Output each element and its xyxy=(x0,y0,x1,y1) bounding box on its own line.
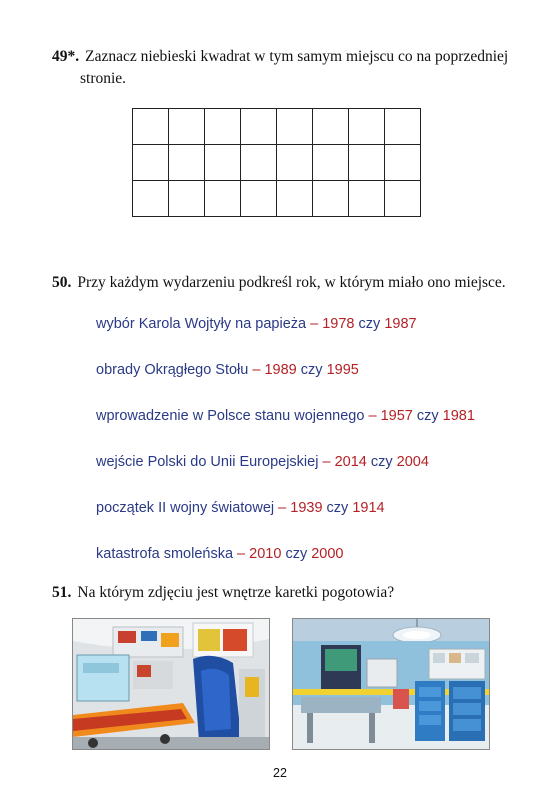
grid-cell[interactable] xyxy=(133,145,169,181)
grid-cell[interactable] xyxy=(349,109,385,145)
or-word: czy xyxy=(326,500,349,516)
grid-cell[interactable] xyxy=(169,109,205,145)
hospital-room-photo[interactable] xyxy=(292,618,490,750)
event-item xyxy=(96,358,536,404)
or-word: czy xyxy=(358,316,381,332)
event-description: obrady Okrągłego Stołu xyxy=(96,362,249,378)
grid-cell[interactable] xyxy=(133,109,169,145)
square-grid xyxy=(132,108,421,217)
year-option[interactable]: 1995 xyxy=(326,362,359,378)
task-number: 50. xyxy=(52,274,72,291)
grid-cell[interactable] xyxy=(205,109,241,145)
grid-cell[interactable] xyxy=(241,145,277,181)
event-dash: – xyxy=(237,546,246,562)
or-word: czy xyxy=(285,546,308,562)
event-item xyxy=(96,312,536,358)
grid-cell[interactable] xyxy=(205,181,241,217)
grid-cell[interactable] xyxy=(349,181,385,217)
grid-cell[interactable] xyxy=(313,181,349,217)
grid-cell[interactable] xyxy=(169,181,205,217)
grid-cell[interactable] xyxy=(277,181,313,217)
event-description: wybór Karola Wojtyły na papieża xyxy=(96,316,307,332)
or-word: czy xyxy=(370,454,393,470)
event-dash: – xyxy=(368,408,377,424)
year-option[interactable]: 2000 xyxy=(311,546,344,562)
year-option[interactable]: 2010 xyxy=(249,546,282,562)
year-option[interactable]: 2004 xyxy=(396,454,429,470)
task-49 xyxy=(52,46,512,90)
event-description: wejście Polski do Unii Europejskiej xyxy=(96,454,319,470)
event-item xyxy=(96,404,536,450)
ambulance-illustration xyxy=(73,619,269,749)
hospital-room-illustration xyxy=(293,619,489,749)
year-option[interactable]: 1914 xyxy=(352,500,385,516)
or-word: czy xyxy=(300,362,323,378)
event-dash: – xyxy=(278,500,287,516)
year-option[interactable]: 1957 xyxy=(380,408,413,424)
grid-cell[interactable] xyxy=(385,181,421,217)
task-text: Na którym zdjęciu jest wnętrze karetki pogotowia? xyxy=(77,584,395,601)
grid-cell[interactable] xyxy=(277,145,313,181)
event-dash: – xyxy=(310,316,319,332)
event-description: katastrofa smoleńska xyxy=(96,546,234,562)
task-number: 51. xyxy=(52,584,72,601)
task-text: Zaznacz niebieski kwadrat w tym samym miejscu co na poprzedniej xyxy=(85,48,509,65)
year-option[interactable]: 1987 xyxy=(384,316,417,332)
event-item xyxy=(96,450,536,496)
task-51 xyxy=(52,582,512,604)
task-text: Przy każdym wydarzeniu podkreśl rok, w którym miało ono miejsce. xyxy=(77,274,506,291)
year-option[interactable]: 1981 xyxy=(442,408,475,424)
task-50 xyxy=(52,272,512,294)
event-description: wprowadzenie w Polsce stanu wojennego xyxy=(96,408,365,424)
event-dash: – xyxy=(322,454,331,470)
event-item xyxy=(96,496,536,542)
year-option[interactable]: 1939 xyxy=(290,500,323,516)
event-description: początek II wojny światowej xyxy=(96,500,275,516)
grid-cell[interactable] xyxy=(385,145,421,181)
or-word: czy xyxy=(416,408,439,424)
year-option[interactable]: 1978 xyxy=(322,316,355,332)
grid-cell[interactable] xyxy=(169,145,205,181)
page-number: 22 xyxy=(273,766,287,780)
year-option[interactable]: 2014 xyxy=(334,454,367,470)
grid-cell[interactable] xyxy=(133,181,169,217)
grid-cell[interactable] xyxy=(349,145,385,181)
grid-cell[interactable] xyxy=(313,109,349,145)
grid-cell[interactable] xyxy=(277,109,313,145)
task-text-continuation: stronie. xyxy=(80,70,127,87)
event-list xyxy=(96,312,536,588)
event-dash: – xyxy=(252,362,261,378)
grid-cell[interactable] xyxy=(241,181,277,217)
grid-cell[interactable] xyxy=(241,109,277,145)
year-option[interactable]: 1989 xyxy=(264,362,297,378)
grid-cell[interactable] xyxy=(385,109,421,145)
task-number: 49*. xyxy=(52,48,80,65)
grid-cell[interactable] xyxy=(205,145,241,181)
ambulance-interior-photo[interactable] xyxy=(72,618,270,750)
grid-cell[interactable] xyxy=(313,145,349,181)
